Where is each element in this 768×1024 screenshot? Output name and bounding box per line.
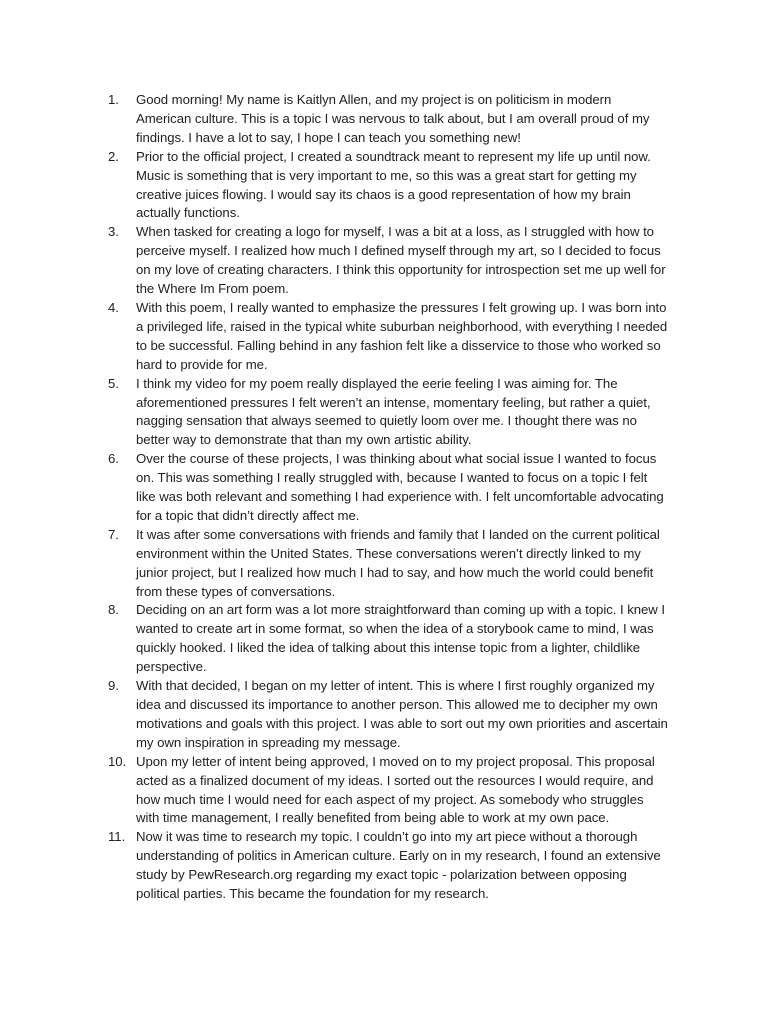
list-item (108, 148, 668, 224)
item-number: 5. (108, 375, 119, 391)
item-text: Over the course of these projects, I was thinking about what social issue I wanted to focus on. This was something I really struggled with, because I wanted to focus on a topic I felt like was both relevant and something I had experience with. I felt uncomfortable advocating for a topic that didn’t directly affect me. (136, 451, 664, 523)
list-item (108, 526, 668, 602)
item-number: 11. (108, 829, 126, 845)
item-text: With this poem, I really wanted to emphasize the pressures I felt growing up. I was born into a privileged life, raised in the typical white suburban neighborhood, with everything I needed to be successful. Falling behind in any fashion felt like a disservice to those who worked so hard to provide for me. (136, 299, 668, 372)
item-number: 2. (108, 148, 119, 164)
item-number: 6. (108, 451, 119, 467)
item-text: Now it was time to research my topic. I couldn’t go into my art piece without a thorough understanding of politics in American culture. Early on in my research, I found an extensive study by PewResearch.org regarding my exact topic - polarization between opposing political parties. This became the foundation for my research. (136, 829, 661, 902)
list-item (108, 223, 668, 299)
list-item (108, 753, 668, 829)
item-text: It was after some conversations with friends and family that I landed on the current political environment within the United States. These conversations weren’t directly linked to my junior project, but I realized how much I had to say, and how much the world could benefit from these types of conversations. (136, 526, 660, 599)
numbered-list (108, 91, 668, 904)
item-text: I think my video for my poem really displayed the eerie feeling I was aiming for. The aforementioned pressures I felt weren’t an intense, momentary feeling, but rather a quiet, nagging sensation that always seemed to quietly loom over me. I thought there was no better way to demonstrate that than my own artistic ability. (136, 375, 651, 448)
item-number: 1. (108, 92, 119, 107)
item-text: Deciding on an art form was a lot more straightforward than coming up with a topic. I knew I wanted to create art in some format, so when the idea of a storybook came to mind, I was quickly hooked. I liked the idea of talking about this intense topic from a lighter, childlike perspective. (136, 602, 666, 675)
item-text: Good morning! My name is Kaitlyn Allen, and my project is on politicism in modern American culture. This is a topic I was nervous to talk about, but I am overall proud of my findings. I have a lot to say, I hope I can teach you something new! (136, 92, 650, 145)
list-item (108, 677, 668, 753)
list-item (108, 91, 668, 148)
item-number: 9. (108, 678, 119, 694)
item-number: 8. (108, 602, 119, 618)
item-text: Prior to the official project, I created a soundtrack meant to represent my life up until now. Music is something that is very important to me, so this was a great start for getting my creative juices flowing. I would say its chaos is a good representation of how my brain actually functions. (136, 148, 651, 221)
list-item (108, 828, 668, 904)
list-item (108, 299, 668, 375)
item-text: With that decided, I began on my letter of intent. This is where I first roughly organized my idea and discussed its importance to another person. This allowed me to decipher my own motivations and goals with this project. I was able to sort out my own priorities and ascertain my own inspiration in spreading my message. (136, 678, 668, 750)
item-number: 10. (108, 753, 127, 769)
item-number: 7. (108, 526, 119, 542)
list-item (108, 601, 668, 677)
list-item (108, 375, 668, 451)
list-item (108, 450, 668, 526)
item-number: 4. (108, 299, 119, 315)
item-number: 3. (108, 224, 119, 240)
item-text: Upon my letter of intent being approved, I moved on to my project proposal. This proposal acted as a finalized document of my ideas. I sorted out the resources I would require, and how much time I would need for each aspect of my project. As somebody who struggles with time management, I really benefited from being able to work at my own pace. (136, 753, 655, 826)
item-text: When tasked for creating a logo for myself, I was a bit at a loss, as I struggled with how to perceive myself. I realized how much I defined myself through my art, so I decided to focus on my love of creating characters. I think this opportunity for introspection set me up well for the Where Im From poem. (136, 224, 666, 297)
